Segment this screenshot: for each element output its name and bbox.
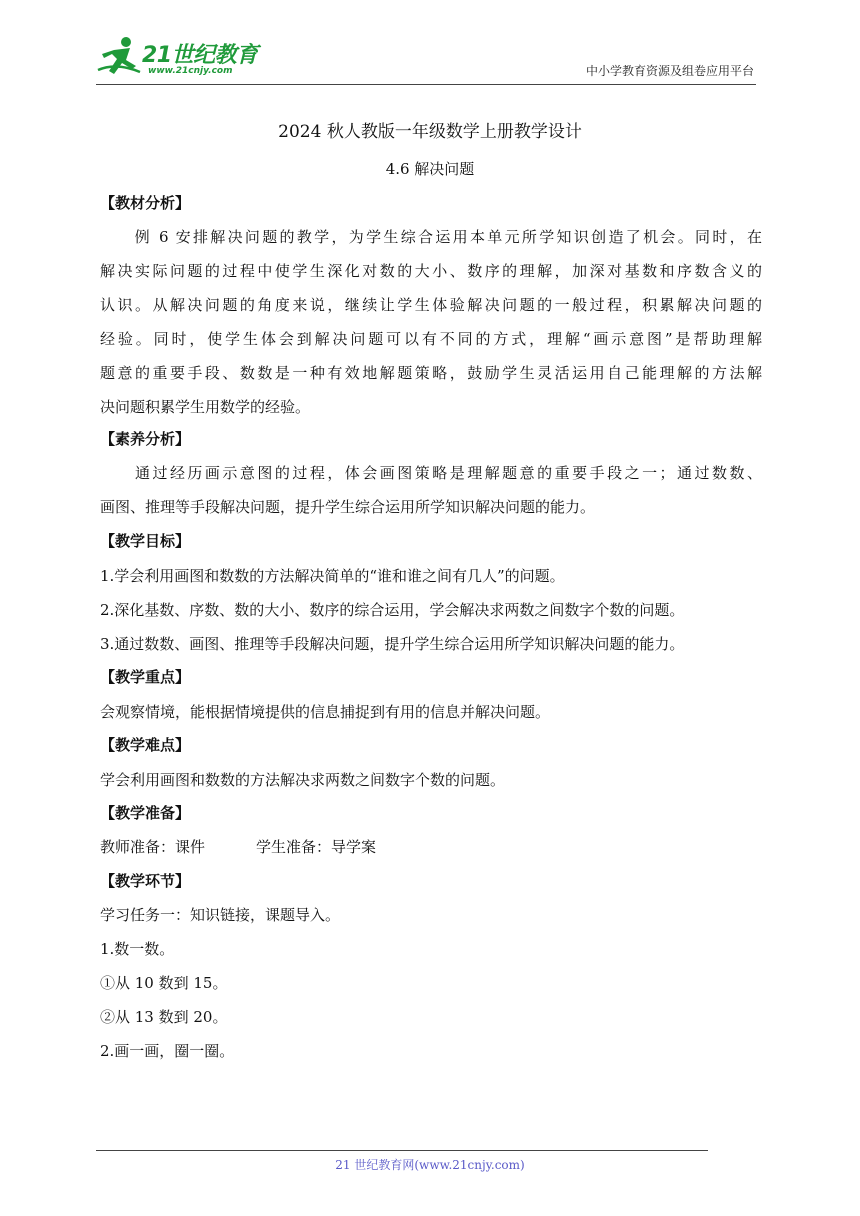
analysis-heading: 【教材分析】 <box>100 194 191 212</box>
student-preparation: 学生准备：导学案 <box>256 838 377 856</box>
difficulties-text: 学会利用画图和数数的方法解决求两数之间数字个数的问题。 <box>100 771 506 789</box>
analysis-paragraph <box>100 220 762 424</box>
paragraph-line: 例 6 安排解决问题的教学，为学生综合运用本单元所学知识创造了机会。同时，在 <box>100 228 762 246</box>
process-heading: 【教学环节】 <box>100 872 191 890</box>
process-line: 1.数一数。 <box>100 940 175 958</box>
site-logo <box>96 34 266 80</box>
header-divider <box>96 84 756 85</box>
process-line: 学习任务一：知识链接，课题导入。 <box>100 906 341 924</box>
goal-item: 2.深化基数、序数、数的大小、数序的综合运用，学会解决求两数之间数字个数的问题。 <box>100 601 685 619</box>
goal-item: 1.学会利用画图和数数的方法解决简单的“谁和谁之间有几人”的问题。 <box>100 567 565 585</box>
preparation-heading: 【教学准备】 <box>100 804 191 822</box>
literacy-heading: 【素养分析】 <box>100 430 191 448</box>
goals-heading: 【教学目标】 <box>100 532 191 550</box>
process-line: ②从 13 数到 20。 <box>100 1008 228 1026</box>
paragraph-line: 解决实际问题的过程中使学生深化对数的大小、数序的理解，加深对基数和序数含义的 <box>100 262 762 280</box>
page-footer: 21 世纪教育网(www.21cnjy.com) <box>335 1158 525 1172</box>
teacher-preparation: 教师准备：课件 <box>100 838 206 856</box>
difficulties-heading: 【教学难点】 <box>100 736 191 754</box>
paragraph-line: 题意的重要手段、数数是一种有效地解题策略，鼓励学生灵活运用自己能理解的方法解 <box>100 364 762 382</box>
process-line: ①从 10 数到 15。 <box>100 974 228 992</box>
runner-logo-icon <box>96 36 146 78</box>
literacy-paragraph <box>100 456 762 524</box>
goal-item: 3.通过数数、画图、推理等手段解决问题，提升学生综合运用所学知识解决问题的能力。 <box>100 635 685 653</box>
paragraph-line: 认识。从解决问题的角度来说，继续让学生体验解决问题的一般过程，积累解决问题的 <box>100 296 762 314</box>
page-header <box>96 30 756 86</box>
logo-wordmark: 21世纪教育 <box>142 43 258 68</box>
logo-url: www.21cnjy.com <box>148 66 233 76</box>
paragraph-line: 经验。同时，使学生体会到解决问题可以有不同的方式，理解“画示意图”是帮助理解 <box>100 330 762 348</box>
key-points-text: 会观察情境，能根据情境提供的信息捕捉到有用的信息并解决问题。 <box>100 703 551 721</box>
footer-divider <box>96 1150 708 1151</box>
site-tagline: 中小学教育资源及组卷应用平台 <box>585 64 754 78</box>
paragraph-line: 通过经历画示意图的过程，体会画图策略是理解题意的重要手段之一；通过数数、 <box>100 464 762 482</box>
document-subtitle: 4.6 解决问题 <box>385 160 475 178</box>
paragraph-line: 决问题积累学生用数学的经验。 <box>100 398 311 416</box>
key-points-heading: 【教学重点】 <box>100 668 191 686</box>
document-title: 2024 秋人教版一年级数学上册教学设计 <box>278 122 582 142</box>
paragraph-line: 画图、推理等手段解决问题，提升学生综合运用所学知识解决问题的能力。 <box>100 498 596 516</box>
process-line: 2.画一画，圈一圈。 <box>100 1042 235 1060</box>
